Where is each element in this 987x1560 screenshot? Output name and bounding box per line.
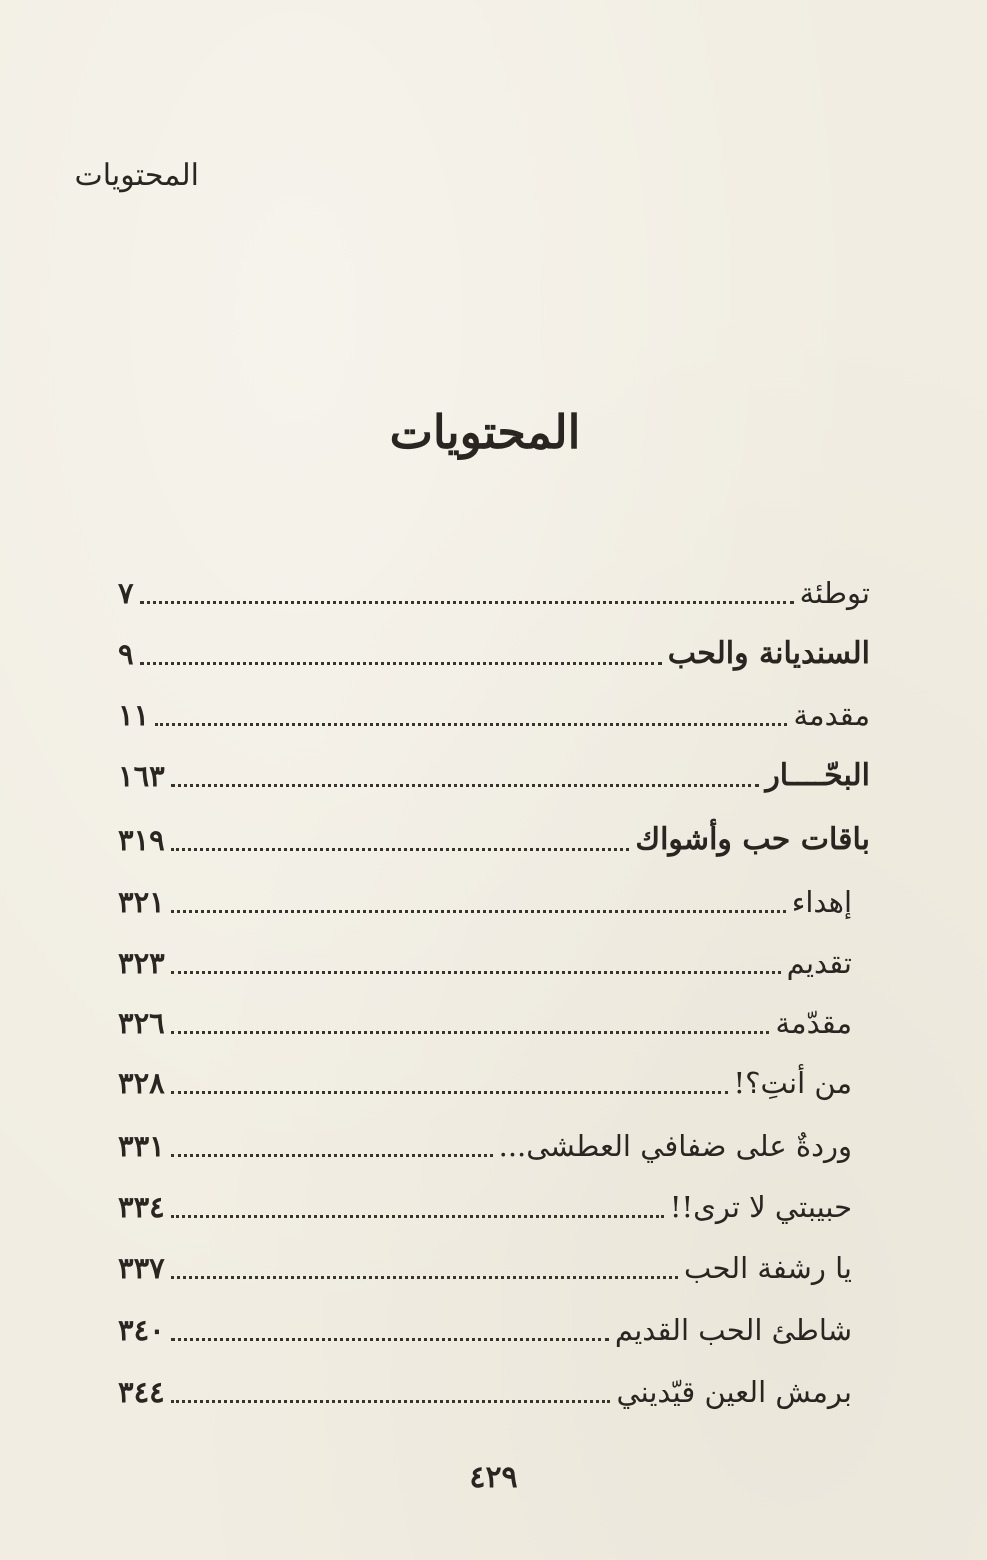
toc-leader-dots (155, 723, 787, 726)
toc-entry-page: ٩ (118, 637, 134, 671)
toc-subentry (118, 933, 852, 983)
toc-leader-dots (171, 848, 630, 851)
toc-entry-page: ١١ (118, 698, 150, 732)
toc-leader-dots (171, 971, 781, 974)
toc-entry-page: ٣٢١ (118, 885, 165, 919)
toc-entry-page: ١٦٣ (118, 759, 165, 793)
running-header: المحتويات (74, 158, 199, 193)
toc-entry-title: شاطئ الحب القديم (614, 1313, 852, 1347)
toc-entry-title: تقديم (786, 946, 852, 980)
toc-leader-dots (171, 1400, 611, 1403)
toc-leader-dots (171, 1215, 664, 1218)
toc-entry-title: مقدمة (793, 698, 870, 732)
toc-entry (118, 746, 870, 796)
toc-entry-title: إهداء (791, 885, 852, 919)
toc-subentry (118, 993, 852, 1043)
toc-entry-page: ٣٢٣ (118, 946, 165, 980)
toc-entry-page: ٣٢٦ (118, 1006, 165, 1040)
toc-subentry (118, 1300, 852, 1350)
toc-leader-dots (171, 1091, 728, 1094)
toc-entry-page: ٣٤٤ (118, 1375, 165, 1409)
toc-leader-dots (171, 1154, 493, 1157)
toc-entry-title: برمش العين قيّديني (616, 1375, 852, 1409)
toc-subentry (118, 872, 852, 922)
toc-subentry (118, 1362, 852, 1412)
toc-entry (118, 810, 870, 860)
toc-entry-title: توطئة (799, 576, 870, 610)
toc-entry-page: ٣٣٧ (118, 1251, 165, 1285)
toc-leader-dots (140, 662, 662, 665)
toc-entry-page: ٣١٩ (118, 823, 165, 857)
toc-entry-page: ٣٣١ (118, 1129, 165, 1163)
toc-subentry (118, 1238, 852, 1288)
toc-subentry (118, 1177, 852, 1227)
toc-entry-title: يا رشفة الحب (684, 1251, 852, 1285)
toc-entry-page: ٣٢٨ (118, 1066, 165, 1100)
toc-entry-title: من أنتِ؟! (733, 1066, 852, 1100)
toc-leader-dots (171, 784, 760, 787)
toc-entry (118, 685, 870, 735)
toc-subentry (118, 1116, 852, 1166)
toc-entry-title: وردةٌ على ضفافي العطشى... (498, 1129, 852, 1163)
page-title: المحتويات (389, 405, 581, 459)
toc-entry (118, 563, 870, 613)
toc-entry-title: باقات حب وأشواك (635, 822, 870, 857)
toc-leader-dots (171, 1276, 678, 1279)
toc-subentry (118, 1053, 852, 1103)
toc-leader-dots (171, 1031, 770, 1034)
toc-entry-page: ٣٤٠ (118, 1313, 165, 1347)
toc-leader-dots (171, 1338, 609, 1341)
toc-entry-page: ٧ (118, 576, 134, 610)
toc-entry (118, 624, 870, 674)
toc-entry-title: حبيبتي لا ترى!! (669, 1190, 852, 1224)
toc-leader-dots (140, 601, 794, 604)
page-number: ٤٢٩ (469, 1460, 518, 1495)
toc-entry-title: مقدّمة (775, 1006, 852, 1040)
toc-leader-dots (171, 910, 786, 913)
toc-entry-title: السنديانة والحب (667, 636, 870, 671)
toc-entry-page: ٣٣٤ (118, 1190, 165, 1224)
toc-entry-title: البحّــــار (765, 758, 870, 793)
